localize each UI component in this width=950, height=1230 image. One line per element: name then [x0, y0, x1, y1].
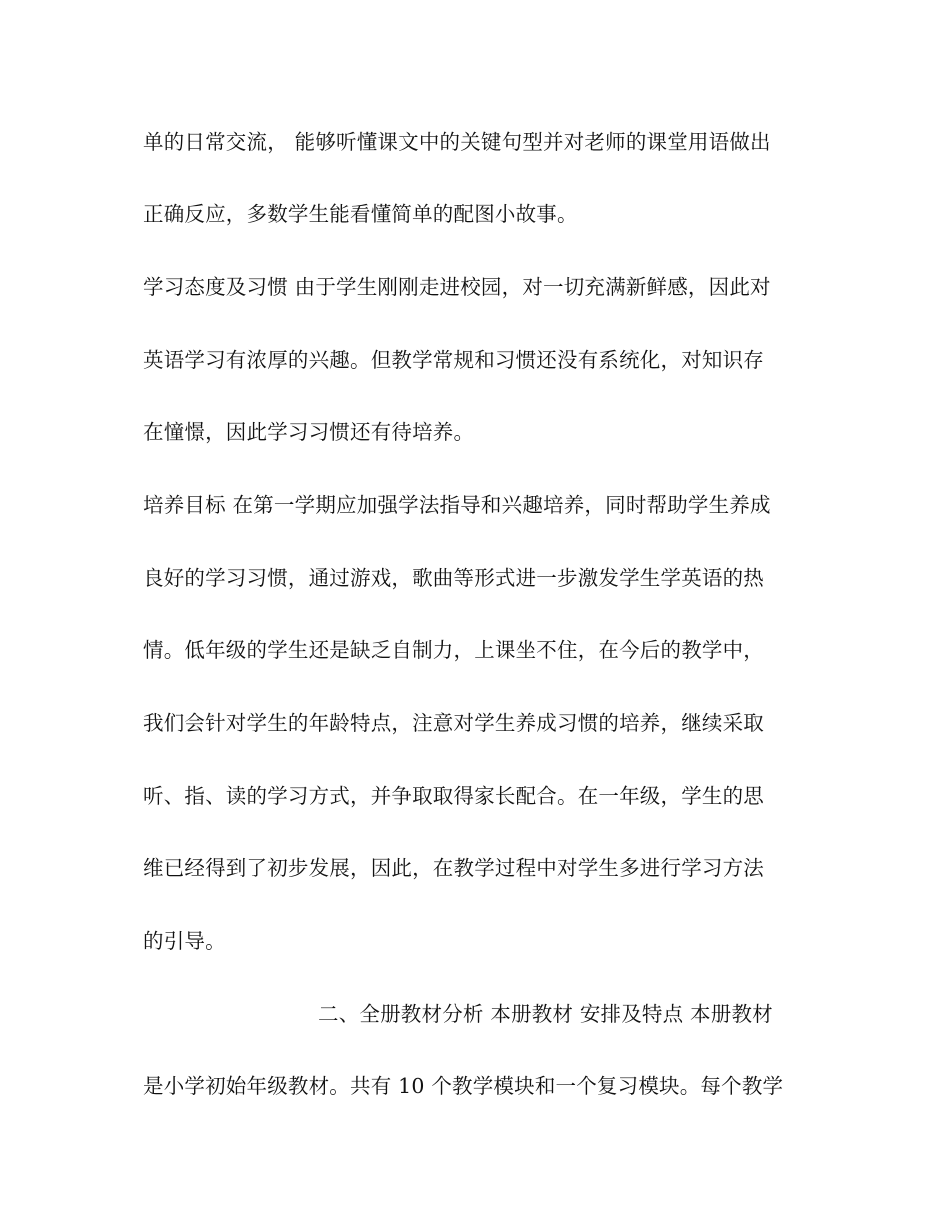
- text-line: 英语学习有浓厚的兴趣。但教学常规和习惯还没有系统化，对知识存: [143, 348, 764, 372]
- text-line: 在憧憬，因此学习习惯还有待培养。: [143, 420, 475, 444]
- text-line: 的引导。: [143, 929, 226, 953]
- text-line: 听、指、读的学习方式，并争取取得家长配合。在一年级，学生的思: [143, 784, 764, 808]
- text-line: 维已经得到了初步发展，因此，在教学过程中对学生多进行学习方法: [143, 856, 764, 880]
- text-line: 良好的学习习惯，通过游戏，歌曲等形式进一步激发学生学英语的热: [143, 566, 764, 590]
- text-line: 培养目标 在第一学期应加强学法指导和兴趣培养，同时帮助学生养成: [143, 493, 771, 517]
- section-heading-line: 二、全册教材分析 本册教材 安排及特点 本册教材: [318, 1002, 773, 1026]
- text-line: 单的日常交流， 能够听懂课文中的关键句型并对老师的课堂用语做出: [143, 130, 771, 154]
- text-line: 我们会针对学生的年龄特点，注意对学生养成习惯的培养，继续采取: [143, 711, 764, 735]
- text-line: 正确反应，多数学生能看懂简单的配图小故事。: [143, 202, 578, 226]
- text-line: 情。低年级的学生还是缺乏自制力，上课坐不住，在今后的教学中，: [143, 638, 764, 662]
- text-line: 是小学初始年级教材。共有 10 个教学模块和一个复习模块。每个教学: [143, 1074, 784, 1098]
- text-line: 学习态度及习惯 由于学生刚刚走进校园，对一切充满新鲜感，因此对: [143, 275, 771, 299]
